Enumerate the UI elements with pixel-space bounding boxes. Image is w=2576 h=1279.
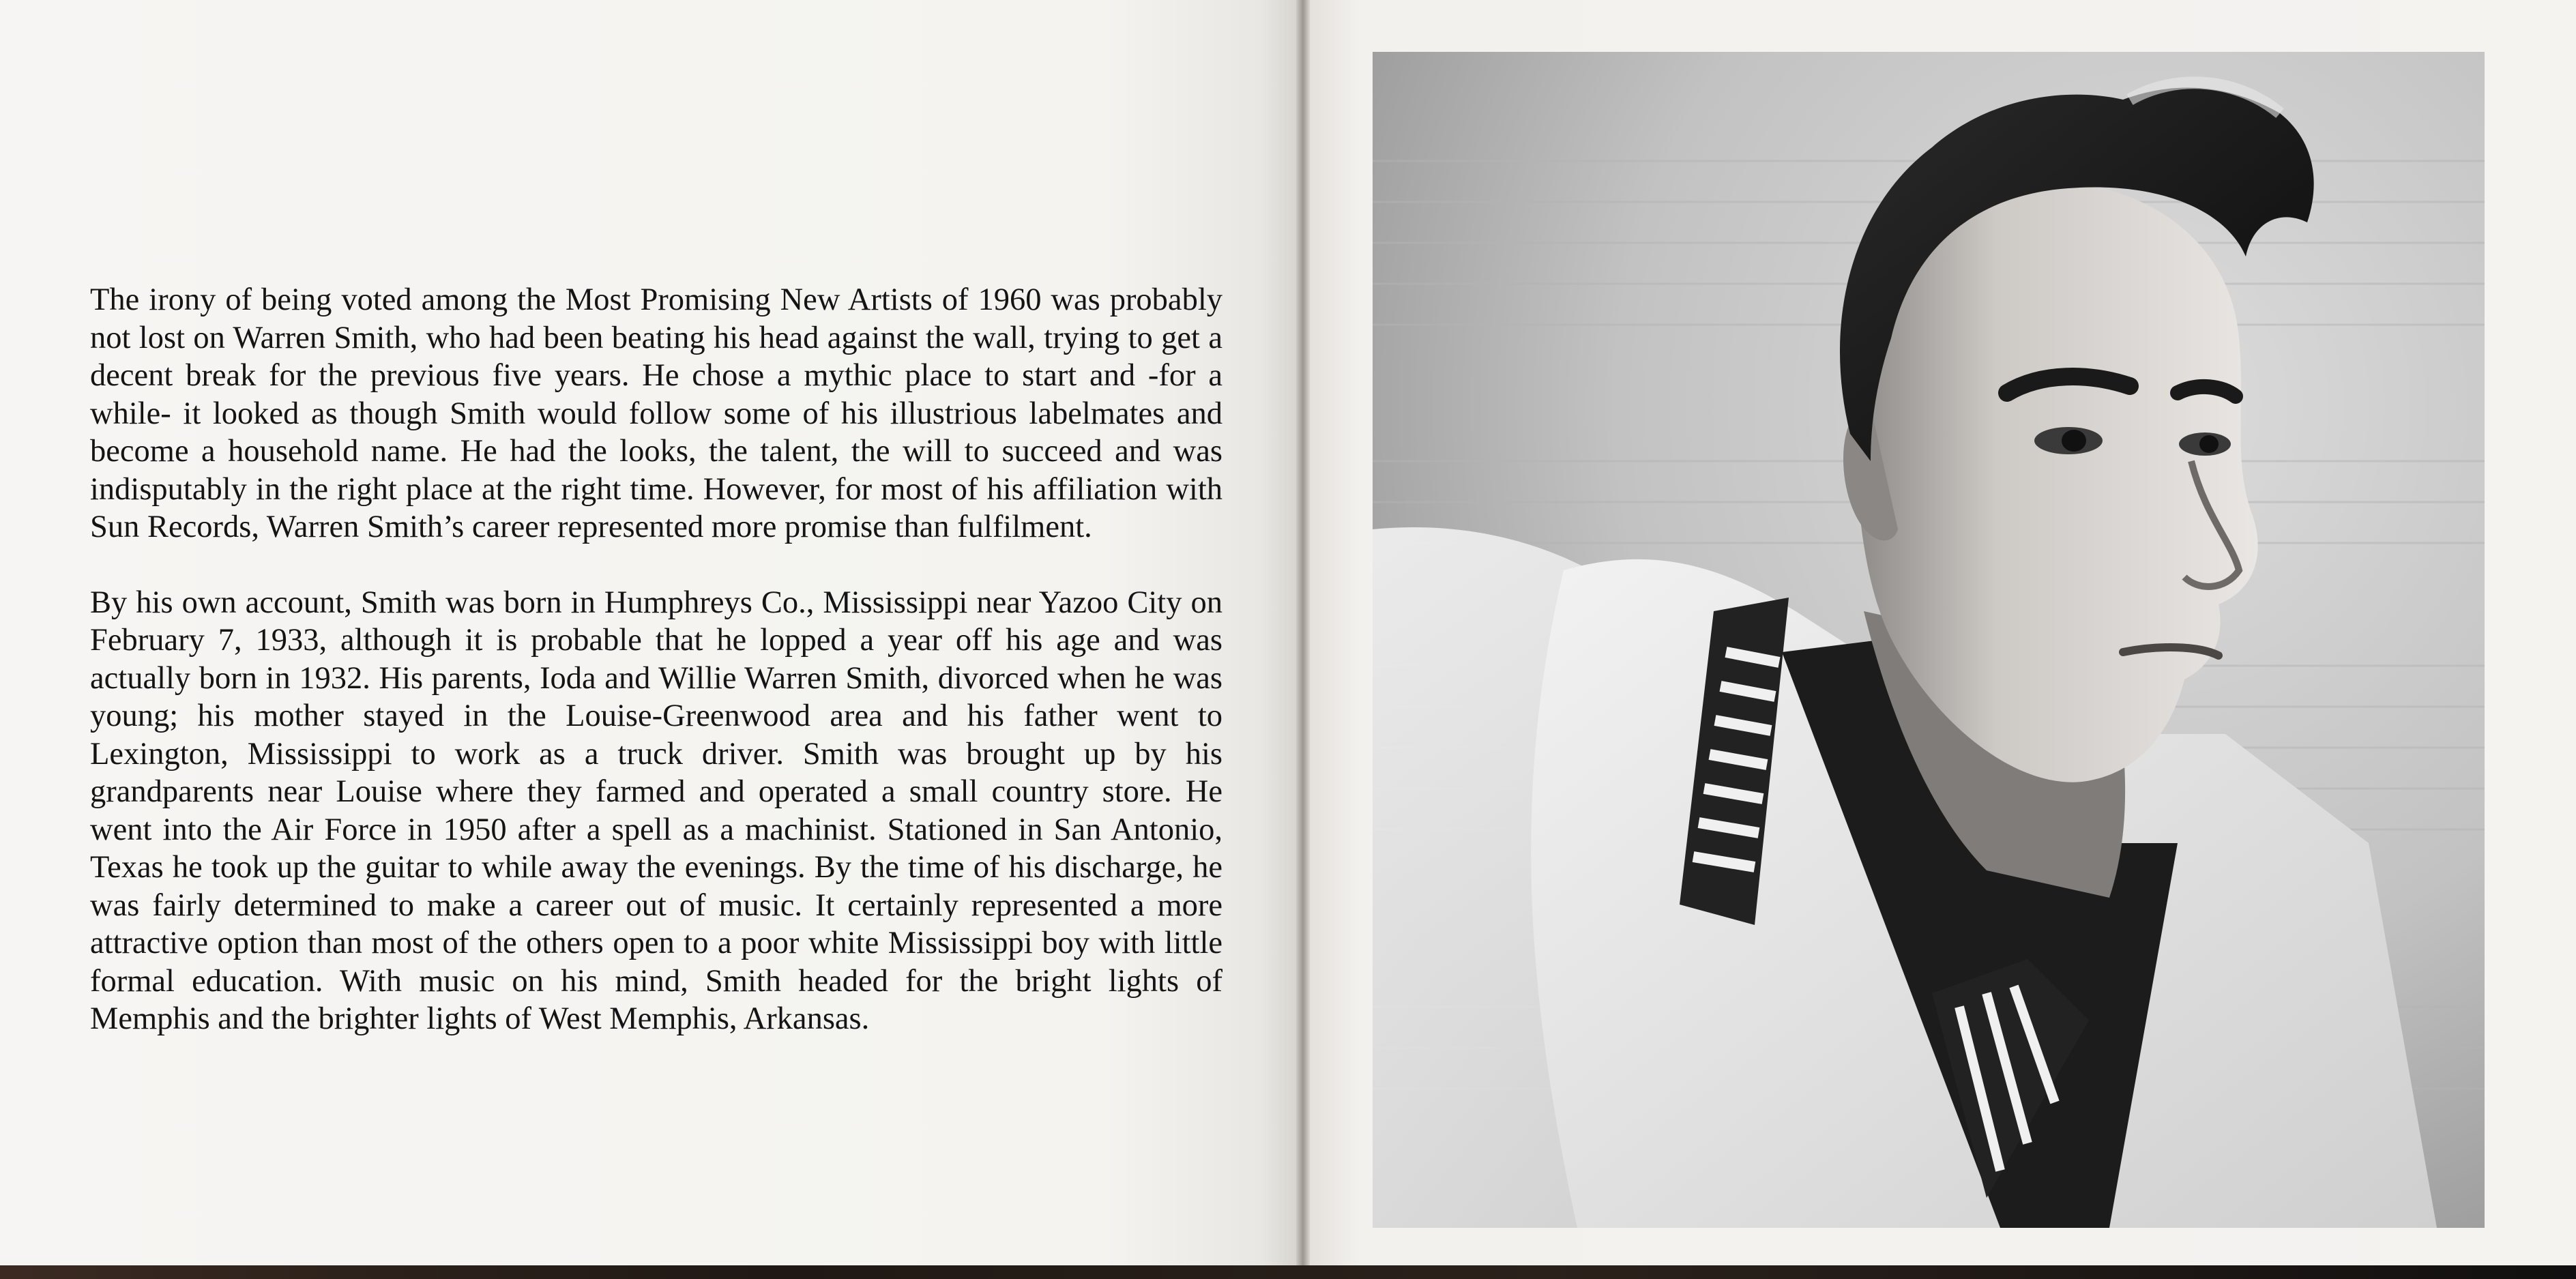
article-text — [90, 281, 1223, 1076]
book-gutter — [1296, 0, 1311, 1269]
portrait-photo-icon — [1373, 52, 2485, 1228]
paragraph-2: By his own account, Smith was born in Humphreys Co., Mississippi near Yazoo City on February 7, 1933, although it is probable that he lopped a year off his age and was actually born in 1932. His parents, Ioda and Willie Warren Smith, divorced when he was young; his mother stayed in the Louise-Greenwood area and his father went to Lexington, Mississippi to work as a truck driver. Smith was brought up by his grandparents near Louise where they farmed and operated a small country store. He went into the Air Force in 1950 after a spell as a machinist. Stationed in San Antonio, Texas he took up the guitar to while away the evenings. By the time of his discharge, he was fairly determined to make a career out of music. It certainly represented a more attractive option than most of the others open to a poor white Mississippi boy with little formal education. With music on his mind, Smith headed for the bright lights of Memphis and the brighter lights of West Memphis, Arkansas. — [90, 585, 1223, 1036]
paragraph-1: The irony of being voted among the Most Promising New Artists of 1960 was probably not lost on Warren Smith, who had been beating his head against the wall, trying to get a decent break for the previous five years. He chose a mythic place to start and -for a while- it looked as though Smith would follow some of his illustrious labelmates and become a household name. He had the looks, the talent, the will to succeed and was indisputably in the right place at the right time. However, for most of his affiliation with Sun Records, Warren Smith’s career represented more promise than fulfilment. — [90, 282, 1223, 544]
scan-bottom-edge — [0, 1265, 2576, 1279]
portrait-photo — [1373, 52, 2485, 1228]
